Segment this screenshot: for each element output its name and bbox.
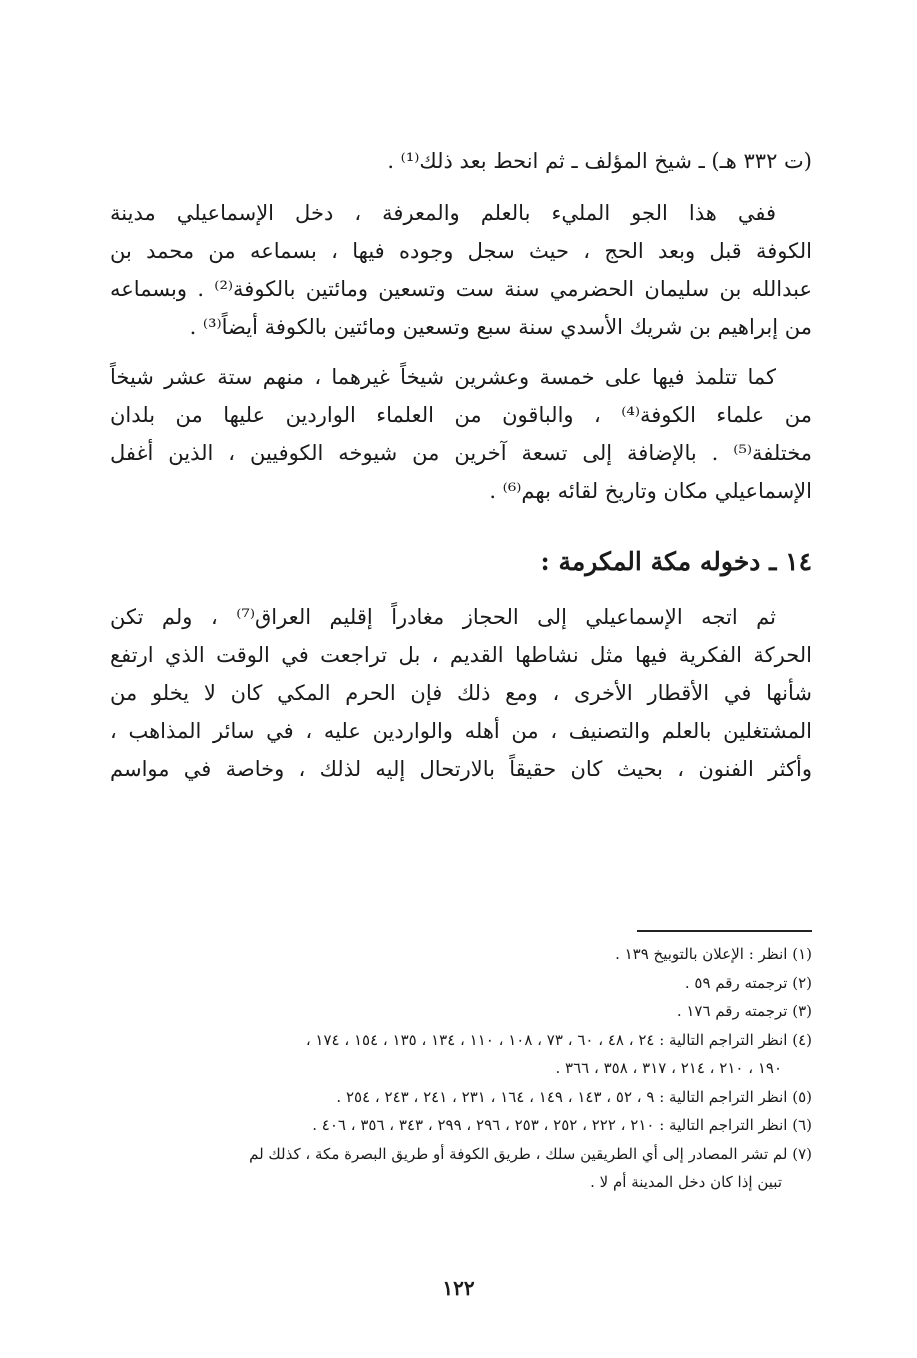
footnote: (٣) ترجمته رقم ١٧٦ . (676, 1002, 812, 1020)
body-line: من إبراهيم بن شريك الأسدي سنة سبع وتسعين ومائتين بالكوفة أيضاً⁽³⁾ . (189, 315, 812, 339)
footnote-continuation: ١٩٠ ، ٢١٠ ، ٢١٤ ، ٣١٧ ، ٣٥٨ ، ٣٦٦ . (555, 1059, 782, 1077)
page-number: ١٢٢ (442, 1276, 475, 1300)
body-line: الحركة الفكرية فيها مثل نشاطها القديم ، بل تراجعت في الوقت الذي ارتفع (110, 643, 812, 667)
body-line: وأكثر الفنون ، بحيث كان حقيقاً بالارتحال إليه لذلك ، وخاصة في مواسم (110, 757, 812, 781)
document-page (110, 140, 812, 788)
body-line: عبدالله بن سليمان الحضرمي سنة ست وتسعين ومائتين بالكوفة⁽²⁾ . وبسماعه (110, 277, 812, 301)
opening-block (110, 140, 812, 182)
footnote: (٤) انظر التراجم التالية : ٢٤ ، ٤٨ ، ٦٠ ، ٧٣ ، ١٠٨ ، ١١٠ ، ١٣٤ ، ١٣٥ ، ١٥٤ ، ١٧٤ ، (305, 1030, 812, 1049)
paragraph (110, 598, 812, 788)
footnote: (٧) لم تشر المصادر إلى أي الطريقين سلك ، طريق الكوفة أو طريق البصرة مكة ، كذلك لم (249, 1144, 812, 1163)
footnotes (110, 940, 812, 1197)
body-line: كما تتلمذ فيها على خمسة وعشرين شيخاً غيرهما ، منهم ستة عشر شيخاً (110, 365, 776, 389)
body-line: الكوفة قبل وبعد الحج ، حيث سجل وجوده فيها ، بسماعه من محمد بن (110, 239, 812, 263)
footnote: (٢) ترجمته رقم ٥٩ . (684, 973, 812, 992)
body-line: (ت ٣٣٢ هـ) ـ شيخ المؤلف ـ ثم انحط بعد ذلك⁽¹⁾ . (387, 149, 812, 173)
body-line: الإسماعيلي مكان وتاريخ لقائه بهم⁽⁶⁾ . (489, 479, 812, 503)
footnote-continuation: تبين إذا كان دخل المدينة أم لا . (590, 1173, 782, 1191)
paragraph (110, 194, 812, 346)
body-line: ففي هذا الجو المليء بالعلم والمعرفة ، دخل الإسماعيلي مدينة (110, 201, 776, 225)
body-line: من علماء الكوفة⁽⁴⁾ ، والباقون من العلماء الواردين عليها من بلدان (110, 403, 812, 427)
body-line: شأنها في الأقطار الأخرى ، ومع ذلك فإن الحرم المكي كان لا يخلو من (110, 681, 812, 705)
body-line: ثم اتجه الإسماعيلي إلى الحجاز مغادراً إقليم العراق⁽⁷⁾ ، ولم تكن (110, 605, 776, 629)
body-line: المشتغلين بالعلم والتصنيف ، من أهله والواردين عليه ، في سائر المذاهب ، (110, 719, 812, 743)
body-line: مختلفة⁽⁵⁾ . بالإضافة إلى تسعة آخرين من شيوخه الكوفيين ، الذين أغفل (110, 441, 812, 465)
footnote: (٦) انظر التراجم التالية : ٢١٠ ، ٢٢٢ ، ٢٥٢ ، ٢٥٣ ، ٢٩٦ ، ٢٩٩ ، ٣٤٣ ، ٣٥٦ ، ٤٠٦ . (312, 1116, 812, 1134)
paragraph (110, 358, 812, 510)
footnote-divider (637, 930, 812, 932)
footnote: (١) انظر : الإعلان بالتوبيخ ١٣٩ . (615, 945, 812, 963)
footnote: (٥) انظر التراجم التالية : ٩ ، ٥٢ ، ١٤٣ ، ١٤٩ ، ١٦٤ ، ٢٣١ ، ٢٤١ ، ٢٤٣ ، ٢٥٤ . (336, 1087, 812, 1106)
section-heading: ١٤ ـ دخوله مكة المكرمة : (540, 547, 812, 576)
